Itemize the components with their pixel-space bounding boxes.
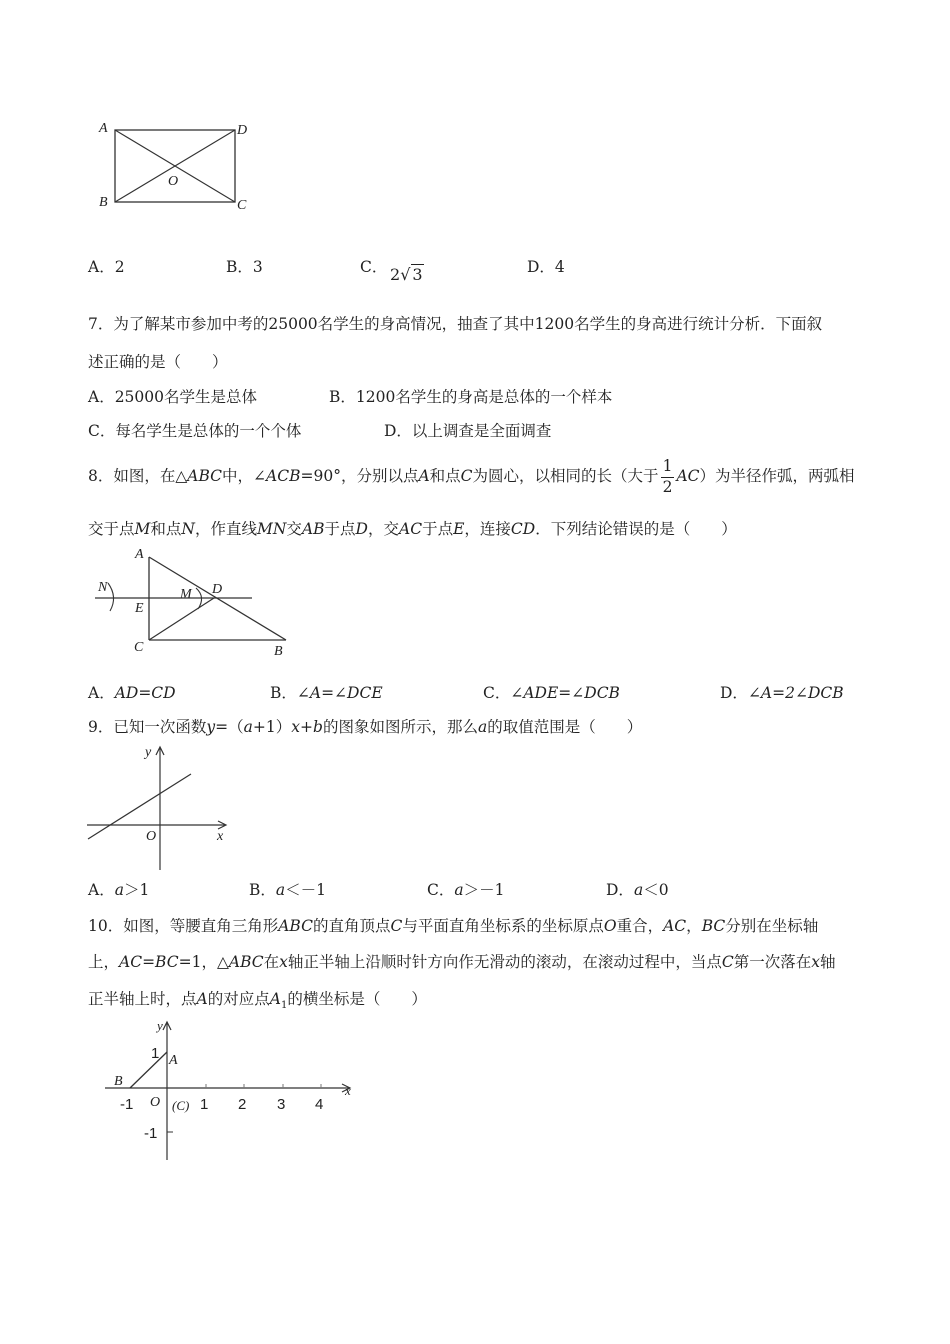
option-letter: B． xyxy=(249,881,276,899)
q6-option-d[interactable]: D．4 xyxy=(527,258,565,276)
q9-var: a xyxy=(243,718,253,736)
q9-text: +1） xyxy=(252,718,292,736)
label-c: C xyxy=(237,198,247,213)
label-x-2: 2 xyxy=(238,1096,247,1113)
option-var: a xyxy=(114,881,124,899)
q9-var: a xyxy=(477,718,488,736)
option-text: ＞－1 xyxy=(463,881,505,899)
q8-var: N xyxy=(181,520,195,538)
q8-var: CD xyxy=(510,520,536,538)
q10-var: C xyxy=(390,917,403,935)
q8-var: AB xyxy=(301,520,325,538)
option-letter: D． xyxy=(606,881,634,899)
q10-text: 轴正半轴上沿顺时针方向作无滑动的滚动，在滚动过程中，当点 xyxy=(287,953,722,971)
q10-var: AC=BC xyxy=(119,953,179,971)
triangle-figure xyxy=(90,545,305,660)
q8-text: 为圆心，以相同的长（大于 xyxy=(472,467,659,485)
fraction-numerator: 1 xyxy=(661,459,675,478)
q8-text: 于点 xyxy=(422,520,454,538)
q10-var: x xyxy=(279,953,288,971)
q9-var: y xyxy=(206,718,216,736)
label-e: E xyxy=(135,601,144,616)
fraction-denominator: 2 xyxy=(662,477,673,496)
q8-var: M xyxy=(134,520,151,538)
q7-option-a[interactable]: A．25000名学生是总体 xyxy=(88,388,258,406)
label-o: O xyxy=(168,174,179,189)
label-d: D xyxy=(237,123,248,138)
q10-text: 重合， xyxy=(616,917,664,935)
label-m: M xyxy=(180,587,192,602)
q7-option-b[interactable]: B．1200名学生的身高是总体的一个样本 xyxy=(329,388,613,406)
label-a: A xyxy=(99,121,108,136)
label-x-4: 4 xyxy=(315,1096,324,1113)
label-b: B xyxy=(114,1074,123,1089)
option-text: AD=CD xyxy=(114,684,176,702)
q8-text: 8．如图，在△ xyxy=(88,467,188,485)
label-origin: O xyxy=(146,829,157,844)
q10-stem-line1 xyxy=(88,914,818,936)
q8-text: =90°，分别以点 xyxy=(300,467,419,485)
q8-text: 于点 xyxy=(324,520,356,538)
label-y: y xyxy=(157,1018,163,1033)
q6-coef: 2 xyxy=(390,265,401,284)
q8-option-a[interactable] xyxy=(88,681,176,703)
q8-var: D xyxy=(355,520,368,538)
q10-text: 在 xyxy=(263,953,280,971)
q10-text: 上， xyxy=(88,953,120,971)
q9-option-b[interactable] xyxy=(249,878,326,900)
q10-stem-line2 xyxy=(88,950,836,972)
linear-function-graph xyxy=(85,742,245,872)
q10-text: 的对应点 xyxy=(207,990,270,1008)
function-line xyxy=(88,774,191,839)
q8-var: AC xyxy=(676,467,700,485)
q10-var: A xyxy=(196,990,208,1008)
option-text: ∠A=∠DCE xyxy=(296,684,383,702)
label-x: x xyxy=(217,829,224,844)
label-neg1-y: -1 xyxy=(144,1125,158,1142)
q8-text: 和点 xyxy=(429,467,461,485)
q10-var: AC xyxy=(663,917,687,935)
q10-text: =1，△ xyxy=(178,953,229,971)
q9-option-d[interactable] xyxy=(606,878,669,900)
q9-option-a[interactable] xyxy=(88,878,149,900)
q10-text: 的横坐标是（ ） xyxy=(287,990,427,1008)
q9-option-c[interactable] xyxy=(427,878,505,900)
rectangle-figure xyxy=(95,118,265,218)
q8-option-c[interactable] xyxy=(483,681,620,703)
q10-var: ABC xyxy=(278,917,313,935)
q7-stem-line1: 7．为了解某市参加中考的25000名学生的身高情况，抽查了其中1200名学生的身高进行统计分析．下面叙 xyxy=(88,315,823,333)
q9-text: 的取值范围是（ ） xyxy=(487,718,643,736)
q8-text: 交 xyxy=(286,520,302,538)
label-y: y xyxy=(145,745,152,760)
label-x-1: 1 xyxy=(200,1096,209,1113)
q8-var: A xyxy=(418,467,430,485)
q10-text: 的直角顶点 xyxy=(312,917,391,935)
q10-var: A xyxy=(269,990,281,1008)
q10-text: 轴 xyxy=(820,953,836,971)
q9-text: 9．已知一次函数 xyxy=(88,718,207,736)
label-a: A xyxy=(169,1053,178,1068)
q8-var: ABC xyxy=(187,467,223,485)
q8-option-d[interactable] xyxy=(720,681,844,703)
arc-n xyxy=(108,583,114,611)
q8-text: 和点 xyxy=(150,520,182,538)
label-b: B xyxy=(274,644,283,659)
q8-option-b[interactable] xyxy=(270,681,383,703)
option-text: ＜0 xyxy=(643,881,669,899)
q8-var: MN xyxy=(256,520,287,538)
q10-var: C xyxy=(721,953,734,971)
sqrt-sign: √ xyxy=(400,265,411,284)
option-text: ＞1 xyxy=(123,881,150,899)
q9-text: =（ xyxy=(215,718,244,736)
q10-var: ABC xyxy=(228,953,264,971)
label-1-y: 1 xyxy=(151,1045,160,1062)
q6-option-c[interactable] xyxy=(360,255,387,277)
q8-text: 交于点 xyxy=(88,520,135,538)
fraction-one-half xyxy=(661,459,675,495)
q6-option-c-expression xyxy=(390,264,424,284)
q10-stem-line3 xyxy=(88,987,427,1011)
option-letter: A． xyxy=(88,881,115,899)
q9-var: x xyxy=(291,718,300,736)
option-text: ＜－1 xyxy=(285,881,327,899)
q9-var: b xyxy=(313,718,323,736)
q8-stem-line2 xyxy=(88,517,737,539)
q6-option-c-label: C． xyxy=(360,258,388,276)
label-c: C xyxy=(134,640,144,655)
q8-text: ，连接 xyxy=(464,520,511,538)
option-text: ∠A=2∠DCB xyxy=(747,684,844,702)
q9-text: + xyxy=(300,718,313,736)
label-x: x xyxy=(345,1083,351,1098)
q8-var: AC xyxy=(399,520,423,538)
q8-var: E xyxy=(453,520,465,538)
q9-text: 的图象如图所示，那么 xyxy=(322,718,478,736)
option-letter: A． xyxy=(88,684,115,702)
coordinate-figure xyxy=(100,1018,365,1168)
q10-text: 10．如图，等腰直角三角形 xyxy=(88,917,279,935)
q10-subscript: 1 xyxy=(280,1000,288,1012)
segment-cd xyxy=(149,598,214,640)
label-neg1-x: -1 xyxy=(120,1096,134,1113)
q8-text: ，作直线 xyxy=(194,520,257,538)
q10-var: x xyxy=(811,953,821,971)
q6-option-b[interactable]: B．3 xyxy=(226,258,263,276)
q7-option-d[interactable]: D．以上调查是全面调查 xyxy=(384,422,552,440)
q6-option-a[interactable]: A．2 xyxy=(88,258,125,276)
label-c: (C) xyxy=(172,1098,190,1113)
q9-stem xyxy=(88,715,642,737)
q10-text: ， xyxy=(686,917,702,935)
label-n: N xyxy=(98,580,108,595)
option-letter: C． xyxy=(483,684,511,702)
q10-text: 第一次落在 xyxy=(733,953,812,971)
q8-text: 中，∠ xyxy=(222,467,267,485)
option-var: a xyxy=(275,881,286,899)
option-letter: B． xyxy=(270,684,297,702)
q7-option-c[interactable]: C．每名学生是总体的一个个体 xyxy=(88,422,302,440)
q7-stem-line2: 述正确的是（ ） xyxy=(88,353,228,371)
option-letter: C． xyxy=(427,881,455,899)
q10-text: 分别在坐标轴 xyxy=(725,917,819,935)
q6-radicand: 3 xyxy=(412,265,423,284)
q8-text: ．下列结论错误的是（ ） xyxy=(535,520,737,538)
option-text: ∠ADE=∠DCB xyxy=(510,684,620,702)
option-letter: D． xyxy=(720,684,748,702)
q8-stem-line1 xyxy=(88,456,855,496)
label-o: O xyxy=(150,1095,161,1110)
q10-var: O xyxy=(603,917,617,935)
label-d: D xyxy=(212,582,223,597)
q10-text: 正半轴上时，点 xyxy=(88,990,197,1008)
segment-ba xyxy=(130,1052,167,1088)
q10-text: 与平面直角坐标系的坐标原点 xyxy=(402,917,604,935)
option-var: a xyxy=(454,881,464,899)
q8-var: ACB xyxy=(266,467,301,485)
label-x-3: 3 xyxy=(277,1096,286,1113)
q8-var: C xyxy=(460,467,473,485)
label-a: A xyxy=(135,547,144,562)
label-b: B xyxy=(99,195,108,210)
q8-text: ）为半径作弧，两弧相 xyxy=(699,467,855,485)
q8-text: ，交 xyxy=(367,520,399,538)
q10-var: BC xyxy=(701,917,726,935)
option-var: a xyxy=(633,881,644,899)
